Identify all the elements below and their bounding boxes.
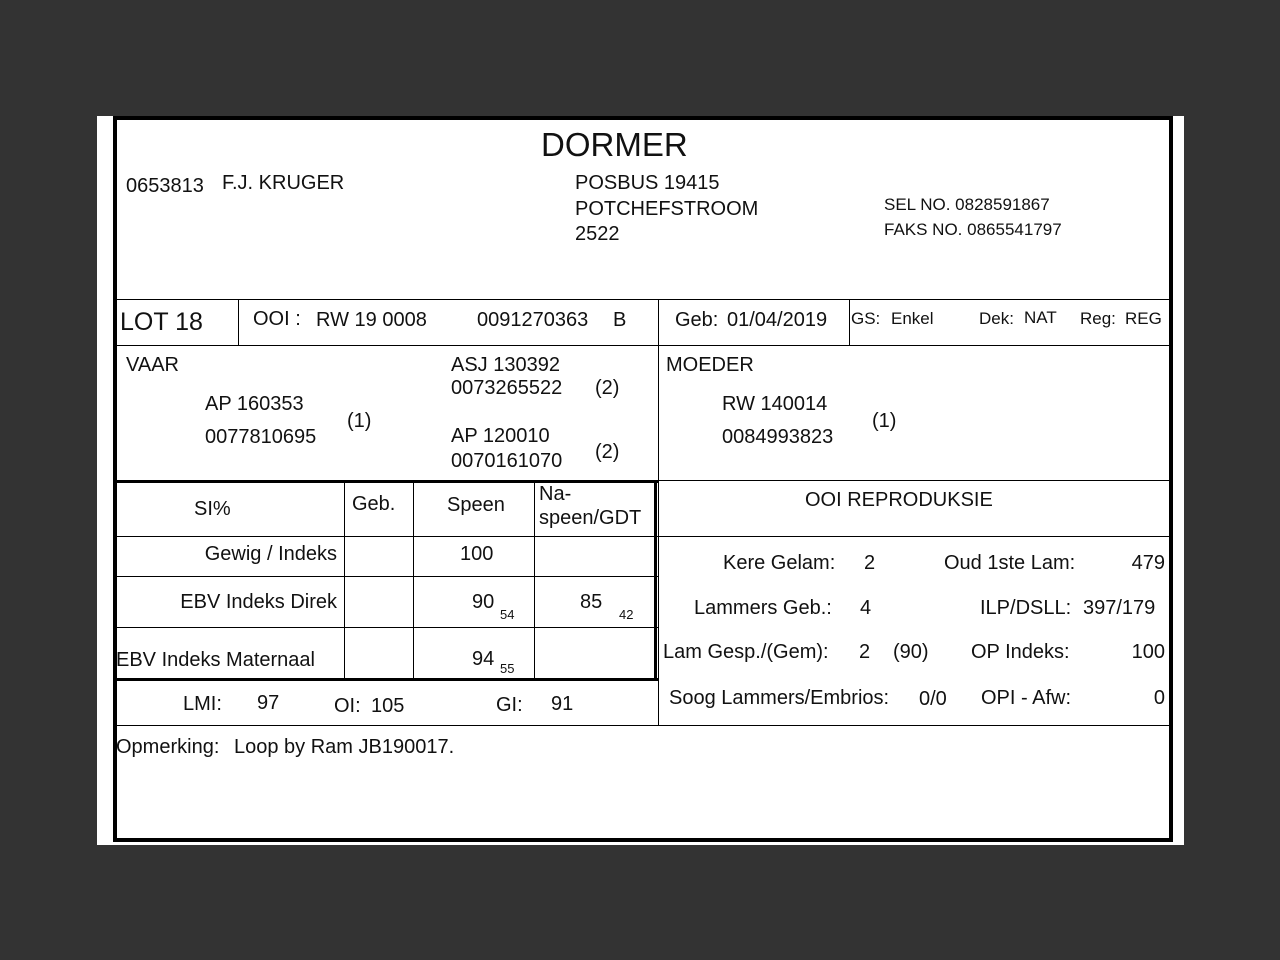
opi-deviation-value: 0 [1153,687,1165,709]
dam-section-label: MOEDER [666,354,754,376]
ilp-dsll-value: 397/179 [1083,597,1156,619]
kere-gelam-value: 2 [864,552,876,574]
rule-row1 [113,576,658,577]
owner-name: F.J. KRUGER [222,172,345,194]
fax-number: FAKS NO. 0865541797 [884,220,1062,239]
row-label-ebv-maternal: EBV Indeks Maternaal [116,649,315,671]
reg-value: REG [1125,309,1162,328]
sire-generation: (1) [347,410,372,432]
reproduction-title: OOI REPRODUKSIE [805,489,993,511]
sire-sire-id: ASJ 130392 [451,354,560,376]
lambs-born-value: 4 [860,597,872,619]
gi-value: 91 [551,693,574,715]
gs-value: Enkel [891,309,934,328]
phone-number: SEL NO. 0828591867 [884,195,1050,214]
opi-deviation-label: OPI - Afw: [981,687,1072,709]
frame-bottom [113,838,1173,842]
kere-gelam-label: Kere Gelam: [723,552,836,574]
owner-number: 0653813 [126,175,204,197]
catalogue-page [97,116,1184,845]
address-line-1: POSBUS 19415 [575,172,720,194]
op-index-value: 100 [1131,641,1165,663]
vrule-speen [413,480,414,680]
op-index-label: OP Indeks: [971,641,1070,663]
lambs-weaned-value: 2 [859,641,871,663]
vrule-table-right [654,480,657,680]
dam-reg-number: 0084993823 [722,426,834,448]
ebv-maternal-speen-value: 94 [472,648,495,670]
first-lamb-age-value: 479 [1131,552,1165,574]
sire-section-label: VAAR [126,354,179,376]
lot-card [113,116,1173,845]
rule-header [113,299,1173,300]
ooi-id: RW 19 0008 [316,309,427,331]
ebv-maternal-speen-accuracy: 55 [500,661,515,676]
suckled-lambs-label: Soog Lammers/Embrios: [669,687,890,709]
vrule-lot [238,299,239,346]
sire-dam-generation: (2) [595,441,620,463]
breed-title: DORMER [541,126,688,163]
lambs-weaned-average: (90) [893,641,929,663]
ebv-direct-speen-accuracy: 54 [500,607,515,622]
dam-generation: (1) [872,410,897,432]
oi-label: OI: [334,695,361,717]
frame-top [113,116,1173,120]
frame-left [113,116,117,840]
birth-label: Geb: [675,309,719,331]
vrule-naspeen [534,480,535,680]
rule-lot [113,345,1173,346]
remarks-text: Loop by Ram JB190017. [234,736,455,758]
dam-id: RW 140014 [722,393,828,415]
lambs-weaned-label: Lam Gesp./(Gem): [663,641,829,663]
sire-id: AP 160353 [205,393,304,415]
address-line-2: POTCHEFSTROOM [575,198,759,220]
birth-date: 01/04/2019 [727,309,828,331]
sire-dam-reg-number: 0070161070 [451,450,563,472]
dek-value: NAT [1024,308,1057,327]
ooi-class: B [613,309,627,331]
rule-row3 [113,678,658,681]
geb-header: Geb. [352,493,396,515]
sire-dam-id: AP 120010 [451,425,550,447]
sire-reg-number: 0077810695 [205,426,317,448]
si-header: SI% [194,498,231,520]
ooi-label: OOI : [253,308,301,330]
naspeen-header: Na- speen/GDT [539,483,642,530]
row-label-ebv-direct: EBV Indeks Direk [180,591,337,613]
ooi-reg-number: 0091270363 [477,309,589,331]
lmi-label: LMI: [183,693,222,715]
suckled-lambs-value: 0/0 [919,688,947,710]
rule-index [113,725,1173,726]
frame-right [1169,116,1173,840]
dek-label: Dek: [979,309,1014,328]
rule-table-head [113,536,1173,537]
gi-label: GI: [496,694,523,716]
address-line-3: 2522 [575,223,620,245]
ebv-direct-speen-value: 90 [472,591,495,613]
rule-pedigree-right [658,480,1173,481]
weight-speen-value: 100 [460,543,494,565]
oi-value: 105 [371,695,405,717]
remarks-label: Opmerking: [116,736,220,758]
vrule-geb [344,480,345,680]
ebv-direct-naspeen-accuracy: 42 [619,607,634,622]
row-label-weight: Gewig / Indeks [204,543,337,565]
vrule-gs [849,299,850,346]
sire-sire-generation: (2) [595,377,620,399]
speen-header: Speen [447,494,505,516]
gs-label: GS: [851,309,881,328]
ebv-direct-naspeen-value: 85 [580,591,603,613]
lmi-value: 97 [257,692,280,714]
rule-row2 [113,627,658,628]
lot-number: LOT 18 [120,308,203,336]
vrule-mid [658,299,659,726]
lambs-born-label: Lammers Geb.: [694,597,832,619]
ilp-dsll-label: ILP/DSLL: [980,597,1072,619]
reg-label: Reg: [1080,309,1116,328]
sire-sire-reg-number: 0073265522 [451,377,563,399]
first-lamb-age-label: Oud 1ste Lam: [944,552,1076,574]
